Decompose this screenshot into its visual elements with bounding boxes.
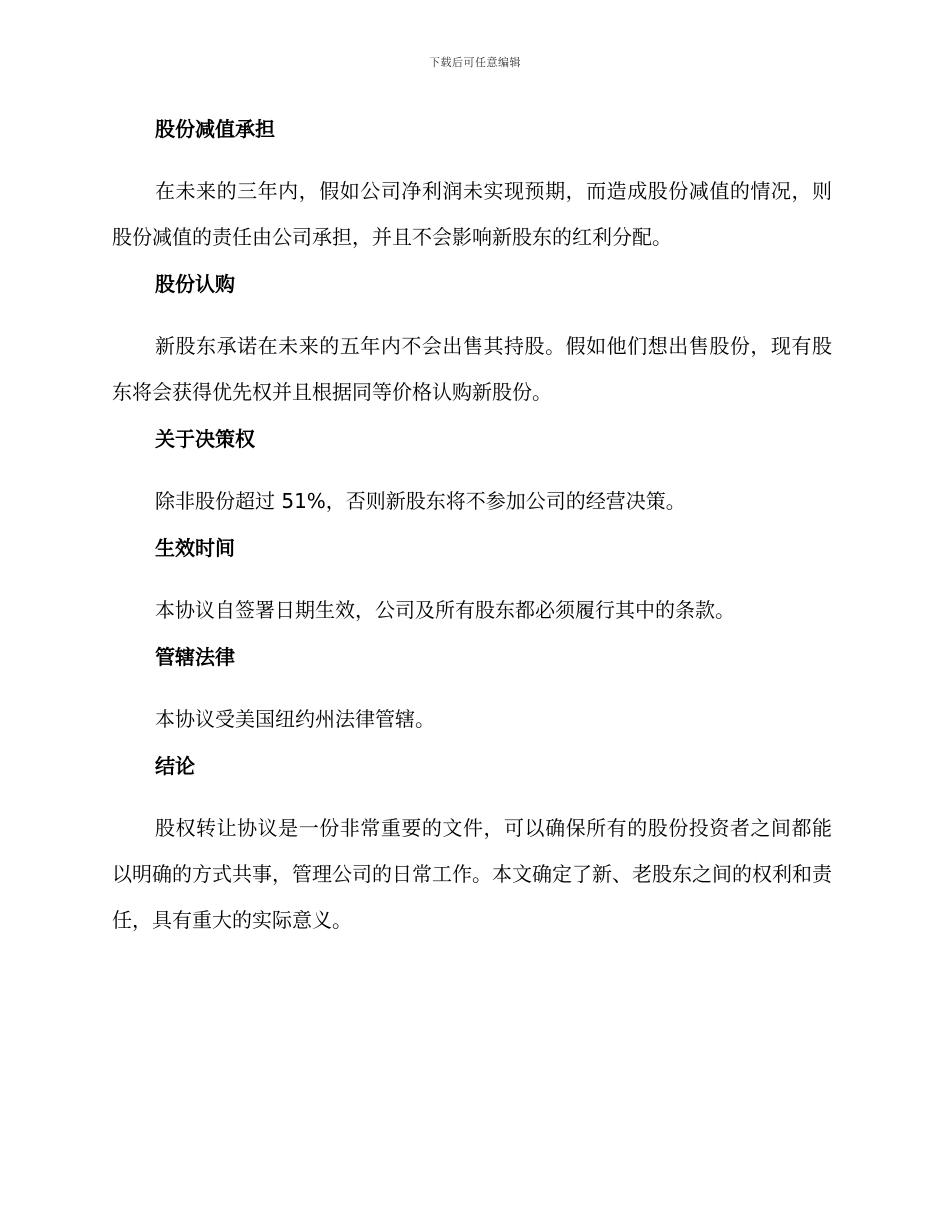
section-share-impairment [112,114,832,269]
section-decision-rights [112,424,832,533]
section-paragraph: 新股东承诺在未来的五年内不会出售其持股。假如他们想出售股份，现有股东将会获得优先权并且根据同等价格认购新股份。 [112,334,832,404]
section-governing-law [112,642,832,751]
section-paragraph: 在未来的三年内，假如公司净利润未实现预期，而造成股份减值的情况，则股份减值的责任由公司承担，并且不会影响新股东的红利分配。 [112,179,832,249]
section-paragraph: 本协议受美国纽约州法律管辖。 [155,707,435,731]
section-conclusion [112,751,832,943]
section-paragraph: 股权转让协议是一份非常重要的文件，可以确保所有的股份投资者之间都能以明确的方式共事，管理公司的日常工作。本文确定了新、老股东之间的权利和责任，具有重大的实际意义。 [112,816,832,932]
section-share-subscription [112,269,832,424]
section-heading: 管辖法律 [155,645,235,669]
section-paragraph: 本协议自签署日期生效，公司及所有股东都必须履行其中的条款。 [155,598,735,622]
section-paragraph: 除非股份超过 51%，否则新股东将不参加公司的经营决策。 [155,489,686,513]
section-heading: 生效时间 [155,536,235,560]
section-heading: 股份减值承担 [155,117,275,141]
section-effective-date [112,533,832,642]
header-note: 下载后可任意编辑 [429,56,521,69]
section-heading: 关于决策权 [155,427,255,451]
section-heading: 股份认购 [155,272,235,296]
section-heading: 结论 [155,754,195,778]
document-body [112,114,832,943]
